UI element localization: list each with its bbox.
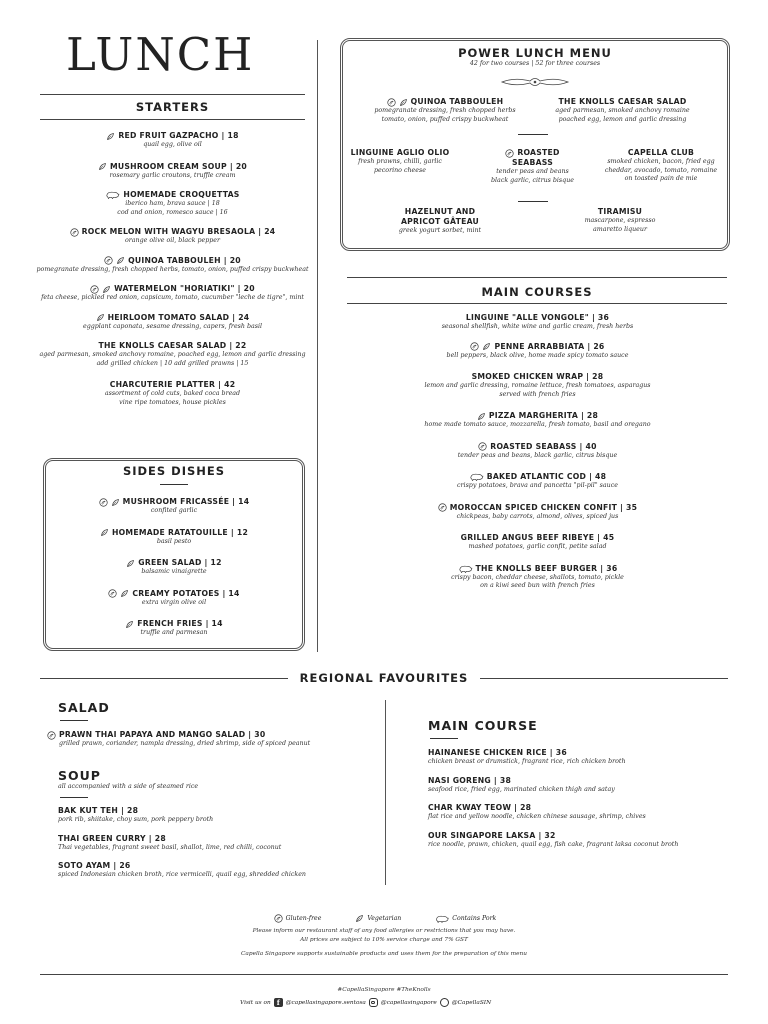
menu-item [400,342,675,361]
menu-item [400,533,675,552]
item-desc: chicken breast or drumstick, fragrant rice, rich chicken broth [428,758,626,765]
menu-item [428,831,728,850]
legend-contains-pork: Contains Pork [452,915,497,922]
item-desc: rice noodle, prawn, chicken, quail egg, fish cake, fragrant laksa coconut broth [428,840,679,848]
item-desc: Thai vegetables, fragrant sweet basil, shallot, lime, red chilli, coconut [58,843,282,851]
power-lunch-heading: POWER LUNCH MENU [458,46,612,60]
item-name: PENNE ARRABBIATA | 26 [400,342,675,352]
sides-heading-rule [160,484,188,485]
item-name: RED FRUIT GAZPACHO | 18 [30,131,315,141]
pl-seabass: ROASTED SEABASS tender peas and beans black garlic, citrus bisque [491,148,574,184]
pl-tiramisu: TIRAMISU mascarpone, espresso amaretto liqueur [584,207,656,233]
item-name: GREEN SALAD | 12 [43,558,305,568]
gluten-free-icon [478,442,487,451]
menu-item [43,619,305,638]
item-desc: pork rib, shiitake, choy sum, pork peppery broth [58,816,214,823]
item-desc: rosemary garlic croutons, truffle cream [109,171,236,179]
gluten-free-icon [47,731,56,740]
instagram-icon[interactable] [369,998,378,1007]
menu-item [400,313,675,332]
menu-item [30,380,315,407]
vegetarian-icon [98,162,107,171]
menu-title: LUNCH [66,28,255,81]
menu-item [58,861,378,880]
regional-divider [385,700,386,885]
item-desc: quail egg, olive oil [143,141,202,148]
menu-item [400,372,675,399]
gluten-free-icon [387,98,396,107]
sides-heading: SIDES DISHES [122,464,226,478]
facebook-handle[interactable]: @capellasingapore.sentosa [285,999,366,1006]
item-desc: extra virgin olive oil [141,598,207,606]
item-name: THE KNOLLS BEEF BURGER | 36 [400,564,675,574]
item-name: THE KNOLLS CAESAR SALAD | 22 [98,341,247,350]
vegetarian-icon [126,559,135,568]
pl-caesar: THE KNOLLS CAESAR SALAD aged parmesan, smoked anchovy romaine poached egg, lemon and garlic dressing [555,97,690,123]
vegetarian-icon [355,914,364,923]
item-desc: seasonal shellfish, white wine and garlic cream, fresh herbs [441,323,634,330]
menu-item [428,776,728,795]
vegetarian-icon [482,342,491,351]
item-name: BAK KUT TEH | 28 [58,806,139,815]
item-name: WATERMELON "HORIATIKI" | 20 [30,284,315,294]
sides-list [43,497,305,648]
service-note: All prices are subject to 10% service charge and 7% GST [300,937,468,943]
contains-pork-icon [458,565,473,573]
gluten-free-icon [70,228,79,237]
soup-list [58,806,378,889]
menu-item [43,589,305,608]
item-desc: spiced Indonesian chicken broth, rice vermicelli, quail egg, shredded chicken [58,871,306,878]
menu-item [43,497,305,516]
hashtags: #CapellaSingapore #TheKnolls [337,987,431,993]
pl-rule-1 [518,134,548,135]
menu-item [400,442,675,461]
vegetarian-icon [477,412,486,421]
item-desc: orange olive oil, black pepper [125,237,220,244]
starters-list [30,131,315,417]
item-desc: feta cheese, pickled red onion, capsicum, tomato, cucumber "leche de tigre", mint [41,294,304,301]
starters-bottom-rule [40,119,305,120]
menu-item [58,834,378,853]
item-desc: served with french fries [499,390,576,398]
item-desc: lemon and garlic dressing, romaine lettuce, fresh tomatoes, asparagus [424,382,651,389]
menu-item [400,472,675,491]
item-desc: on a kiwi seed bun with french fries [480,582,595,589]
item-desc: add grilled chicken | 10 add grilled prawns | 15 [96,359,249,367]
contains-pork-icon [469,473,484,481]
item-name: ROASTED SEABASS | 40 [400,442,675,452]
column-divider [317,40,318,652]
main-courses-list [400,313,675,601]
item-name: NASI GORENG | 38 [428,775,512,785]
contains-pork-icon [435,915,449,923]
ornament [500,74,570,93]
item-name: OUR SINGAPORE LAKSA | 32 [428,830,556,840]
menu-item [30,341,315,368]
gluten-free-icon [274,914,283,923]
menu-item [58,806,378,825]
soup-rule [60,797,88,798]
item-desc: seafood rice, fried egg, marinated chicken thigh and satay [428,785,615,793]
item-desc: flat rice and yellow noodle, chicken chinese sausage, shrimp, chives [428,813,646,820]
menu-item [400,564,675,591]
item-name: CREAMY POTATOES | 14 [43,589,305,599]
main-course-list [428,748,728,858]
salad-heading: SALAD [58,700,110,715]
item-name: CHARCUTERIE PLATTER | 42 [109,380,236,389]
starters-top-rule [40,94,305,95]
regional-rule-left [40,678,288,679]
item-desc: home made tomato sauce, mozzarella, fresh tomato, basil and oregano [424,421,651,428]
vegetarian-icon [106,132,115,141]
menu-item [400,503,675,522]
facebook-icon[interactable]: f [274,998,283,1007]
pl-capella-club: CAPELLA CLUB smoked chicken, bacon, fried egg cheddar, avocado, tomato, romaine on toasted pain de mie [604,148,718,182]
allergy-note: Please inform our restaurant staff of any food allergies or restrictions that you may have. [252,928,516,934]
item-desc: eggplant caponata, sesame dressing, capers, fresh basil [82,322,263,330]
item-desc: chickpeas, baby carrots, almond, olives, spiced jus [456,512,619,520]
item-name: ROCK MELON WITH WAGYU BRESAOLA | 24 [30,227,315,237]
legend-vegetarian: Vegetarian [367,915,402,922]
menu-item [30,227,315,246]
menu-item [428,748,728,767]
item-desc: tender peas and beans, black garlic, citrus bisque [457,451,618,459]
item-name: MUSHROOM CREAM SOUP | 20 [30,162,315,172]
regional-heading: REGIONAL FAVOURITES [299,671,469,685]
vegetarian-icon [125,620,134,629]
item-desc: bell peppers, black olive, home made spicy tomato sauce [446,351,629,359]
footer-rule [40,974,728,975]
item-desc: balsamic vinaigrette [141,568,207,575]
menu-item [30,313,315,332]
main-course-rule [430,738,458,739]
item-desc: iberico ham, brava sauce | 18 [125,200,220,207]
salad-rule [60,720,88,721]
item-name: BAKED ATLANTIC COD | 48 [400,472,675,482]
item-desc: truffle and parmesan [140,629,208,636]
item-name: HEIRLOOM TOMATO SALAD | 24 [30,313,315,323]
menu-item [30,162,315,181]
gluten-free-icon [438,503,447,512]
menu-item [43,528,305,547]
vegetarian-icon [399,98,408,107]
soup-note: all accompanied with a side of steamed rice [58,783,199,790]
sustain-note: Capella Singapore supports sustainable products and uses them for the preparation of this menu [241,951,527,957]
item-name: SOTO AYAM | 26 [58,861,131,870]
vegetarian-icon [96,313,105,322]
twitter-handle[interactable]: @CapellaSIN [451,999,492,1006]
item-name: FRENCH FRIES | 14 [43,619,305,629]
soup-heading: SOUP [58,768,101,783]
item-name: SMOKED CHICKEN WRAP | 28 [471,372,604,381]
item-desc: vine ripe tomatoes, house pickles [119,398,226,406]
item-name: HOMEMADE CROQUETTAS [30,190,315,200]
gluten-free-icon [99,498,108,507]
pl-quinoa: QUINOA TABBOULEH pomegranate dressing, fresh chopped herbs tomato, onion, puffed crispy buckwheat [374,97,516,123]
item-desc: assortment of cold cuts, baked coca bread [104,390,241,397]
item-desc: basil pesto [156,537,192,545]
menu-item [30,190,315,217]
vegetarian-icon [102,285,111,294]
pl-hazelnut: HAZELNUT AND APRICOT GÂTEAU greek yogurt sorbet, mint [398,207,482,234]
item-name: HAINANESE CHICKEN RICE | 36 [428,748,567,757]
item-name: LINGUINE "ALLE VONGOLE" | 36 [465,313,610,322]
item-name: GRILLED ANGUS BEEF RIBEYE | 45 [460,533,615,542]
item-name: HOMEMADE RATATOUILLE | 12 [43,528,305,538]
menu-item [400,411,675,430]
menu-item [428,803,728,822]
starters-heading: STARTERS [135,100,210,114]
main-course-heading: MAIN COURSE [428,718,538,733]
item-name: THAI GREEN CURRY | 28 [58,833,166,843]
pl-linguine: LINGUINE AGLIO OLIO fresh prawns, chilli, garlic pecorino cheese [350,148,450,174]
item-desc: pomegranate dressing, fresh chopped herbs, tomato, onion, puffed crispy buckwheat [36,265,309,273]
menu-item [30,131,315,150]
regional-rule-right [480,678,728,679]
main-courses-heading: MAIN COURSES [481,285,593,299]
item-name: PIZZA MARGHERITA | 28 [400,411,675,421]
power-lunch-subtitle: 42 for two courses | 52 for three courses [469,60,601,67]
vegetarian-icon [100,528,109,537]
gluten-free-icon [104,256,113,265]
item-name: QUINOA TABBOULEH | 20 [30,256,315,266]
instagram-handle[interactable]: @capellasingapore [380,999,437,1006]
twitter-icon[interactable] [440,998,449,1007]
legend-gluten-free: Gluten-free [285,915,322,922]
item-desc: mashed potatoes, garlic confit, petite salad [468,543,607,550]
item-name: MUSHROOM FRICASSÉE | 14 [43,497,305,507]
item-desc: aged parmesan, smoked anchovy romaine, poached egg, lemon and garlic dressing [39,351,306,358]
item-name: MOROCCAN SPICED CHICKEN CONFIT | 35 [400,503,675,513]
gluten-free-icon [90,285,99,294]
menu-item [30,284,315,303]
legend [200,914,570,923]
item-desc: cod and onion, romesco sauce | 16 [117,208,228,216]
gluten-free-icon [505,149,514,158]
item-desc: crispy bacon, cheddar cheese, shallots, tomato, pickle [451,573,624,581]
item-name: CHAR KWAY TEOW | 28 [428,803,532,812]
gluten-free-icon [108,589,117,598]
vegetarian-icon [116,256,125,265]
pl-rule-2 [518,201,548,202]
salad-item: PRAWN THAI PAPAYA AND MANGO SALAD | 30 grilled prawn, coriander, nampla dressing, dried shrimp, side of spiced peanut [47,730,377,749]
vegetarian-icon [111,498,120,507]
main-top-rule [347,277,727,278]
menu-item [30,256,315,275]
item-desc: confited garlic [150,507,198,514]
social-row [240,998,540,1007]
gluten-free-icon [470,342,479,351]
item-desc: crispy potatoes, brava and pancetta "pil-pil" sauce [457,482,618,489]
visit-label: Visit us on [240,999,271,1006]
main-bottom-rule [347,303,727,304]
contains-pork-icon [105,191,120,199]
menu-item [43,558,305,577]
vegetarian-icon [120,589,129,598]
